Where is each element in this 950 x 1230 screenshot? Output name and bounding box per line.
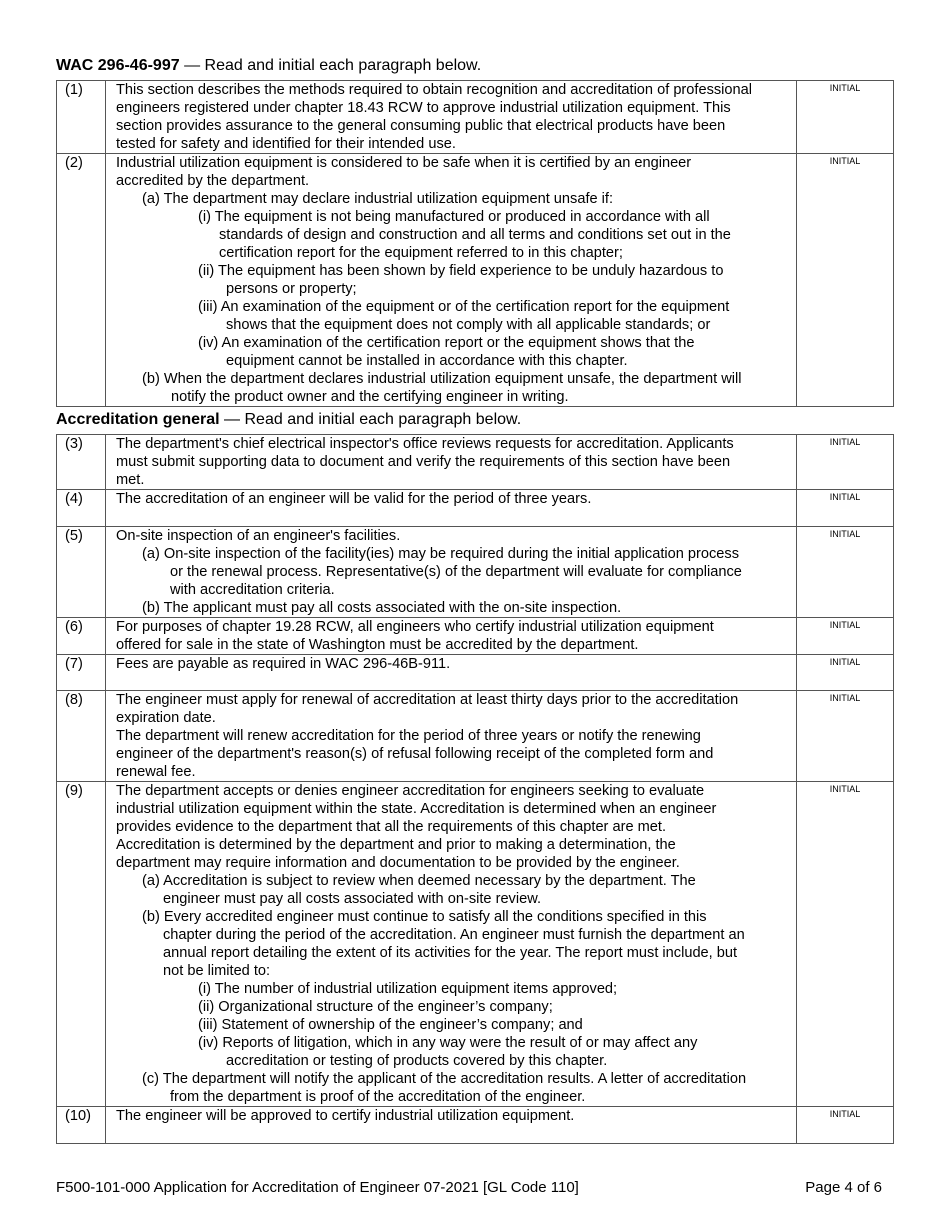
- line: provides evidence to the department that all the requirements of this chapter are met.: [116, 819, 667, 835]
- paragraph-row-9: [57, 782, 894, 1107]
- paragraph-number: (4): [57, 490, 106, 527]
- line: (a) On-site inspection of the facility(ies) may be required during the initial application process: [142, 546, 740, 562]
- line: (ii) Organizational structure of the engineer’s company;: [198, 999, 553, 1015]
- paragraph-row-6: [57, 618, 894, 655]
- paragraph-row-5: [57, 527, 894, 618]
- line: Fees are payable as required in WAC 296-46B-911.: [116, 656, 451, 672]
- line: or the renewal process. Representative(s) of the department will evaluate for compliance: [170, 564, 742, 580]
- line: engineer of the department's reason(s) of refusal following receipt of the completed form and: [116, 746, 714, 762]
- section-heading-accreditation: [56, 410, 521, 430]
- line: notify the product owner and the certifying engineer in writing.: [171, 389, 569, 405]
- line: The engineer will be approved to certify industrial utilization equipment.: [116, 1108, 575, 1124]
- paragraph-text: [106, 490, 797, 527]
- line: chapter during the period of the accreditation. An engineer must furnish the department an: [163, 927, 745, 943]
- line: (a) Accreditation is subject to review when deemed necessary by the department. The: [142, 873, 696, 889]
- line: renewal fee.: [116, 764, 196, 780]
- line: section provides assurance to the general consuming public that electrical products have been: [116, 118, 726, 134]
- line: annual report detailing the extent of its activities for the year. The report must include, but: [163, 945, 738, 961]
- initial-box[interactable]: INITIAL: [797, 435, 894, 490]
- initial-box[interactable]: INITIAL: [797, 618, 894, 655]
- line: expiration date.: [116, 710, 216, 726]
- line: On-site inspection of an engineer's facilities.: [116, 528, 401, 544]
- paragraph-row-7: [57, 655, 894, 691]
- line: must submit supporting data to document and verify the requirements of this section have been: [116, 454, 731, 470]
- line: not be limited to:: [163, 963, 271, 979]
- line: The accreditation of an engineer will be valid for the period of three years.: [116, 491, 592, 507]
- paragraph-text: [106, 154, 797, 407]
- line: The department accepts or denies engineer accreditation for engineers seeking to evaluate: [116, 783, 705, 799]
- line: Accreditation is determined by the department and prior to making a determination, the: [116, 837, 676, 853]
- line: certification report for the equipment referred to in this chapter;: [219, 245, 623, 261]
- paragraph-row-1: [57, 81, 894, 154]
- line: (iv) Reports of litigation, which in any way were the result of or may affect any: [198, 1035, 698, 1051]
- line: accredited by the department.: [116, 173, 310, 189]
- paragraph-number: (5): [57, 527, 106, 618]
- line: equipment cannot be installed in accordance with this chapter.: [226, 353, 628, 369]
- line: accreditation or testing of products covered by this chapter.: [226, 1053, 608, 1069]
- line: shows that the equipment does not comply with all applicable standards; or: [226, 317, 711, 333]
- line: industrial utilization equipment within the state. Accreditation is determined when an engineer: [116, 801, 717, 817]
- initial-box[interactable]: INITIAL: [797, 154, 894, 407]
- line: met.: [116, 472, 145, 488]
- paragraph-text: [106, 782, 797, 1107]
- section-title: Accreditation general: [56, 411, 220, 428]
- paragraph-number: (7): [57, 655, 106, 691]
- paragraph-row-2: [57, 154, 894, 407]
- line: from the department is proof of the accreditation of the engineer.: [170, 1089, 586, 1105]
- line: (c) The department will notify the applicant of the accreditation results. A letter of accreditation: [142, 1071, 747, 1087]
- line: (ii) The equipment has been shown by field experience to be unduly hazardous to: [198, 263, 724, 279]
- paragraph-text: [106, 691, 797, 782]
- line: (iii) Statement of ownership of the engineer’s company; and: [198, 1017, 583, 1033]
- paragraph-number: (1): [57, 81, 106, 154]
- initial-box[interactable]: INITIAL: [797, 490, 894, 527]
- paragraph-number: (8): [57, 691, 106, 782]
- line: The department's chief electrical inspector's office reviews requests for accreditation. Applicants: [116, 436, 734, 452]
- paragraph-number: (2): [57, 154, 106, 407]
- paragraph-row-10: [57, 1107, 894, 1144]
- line: department may require information and documentation to be provided by the engineer.: [116, 855, 680, 871]
- line: persons or property;: [226, 281, 357, 297]
- line: Industrial utilization equipment is considered to be safe when it is certified by an engineer: [116, 155, 692, 171]
- paragraph-text: [106, 81, 797, 154]
- initial-box[interactable]: INITIAL: [797, 691, 894, 782]
- initial-box[interactable]: INITIAL: [797, 1107, 894, 1144]
- paragraph-number: (6): [57, 618, 106, 655]
- paragraph-number: (9): [57, 782, 106, 1107]
- line: (i) The equipment is not being manufactured or produced in accordance with all: [198, 209, 710, 225]
- footer-page-number: Page 4 of 6: [805, 1179, 882, 1196]
- paragraph-row-3: [57, 435, 894, 490]
- paragraph-text: [106, 435, 797, 490]
- line: (iv) An examination of the certification report or the equipment shows that the: [198, 335, 695, 351]
- line: For purposes of chapter 19.28 RCW, all engineers who certify industrial utilization equipment: [116, 619, 714, 635]
- line: (iii) An examination of the equipment or of the certification report for the equipment: [198, 299, 730, 315]
- accreditation-table: [56, 434, 894, 1144]
- heading-instruction: — Read and initial each paragraph below.: [219, 411, 522, 428]
- line: standards of design and construction and all terms and conditions set out in the: [219, 227, 731, 243]
- line: offered for sale in the state of Washington must be accredited by the department.: [116, 637, 639, 653]
- wac-code: WAC 296-46-997: [56, 57, 180, 74]
- line: engineers registered under chapter 18.43 RCW to approve industrial utilization equipment. This: [116, 100, 731, 116]
- line: (b) The applicant must pay all costs associated with the on-site inspection.: [142, 600, 622, 616]
- line: (i) The number of industrial utilization equipment items approved;: [198, 981, 618, 997]
- heading-instruction: — Read and initial each paragraph below.: [179, 57, 482, 74]
- paragraph-text: [106, 527, 797, 618]
- initial-box[interactable]: INITIAL: [797, 782, 894, 1107]
- paragraph-number: (3): [57, 435, 106, 490]
- paragraph-number: (10): [57, 1107, 106, 1144]
- paragraph-row-8: [57, 691, 894, 782]
- line: with accreditation criteria.: [170, 582, 335, 598]
- line: (b) Every accredited engineer must continue to satisfy all the conditions specified in this: [142, 909, 707, 925]
- line: tested for safety and identified for their intended use.: [116, 136, 456, 152]
- paragraph-row-4: [57, 490, 894, 527]
- paragraph-text: [106, 1107, 797, 1144]
- initial-box[interactable]: INITIAL: [797, 527, 894, 618]
- initial-box[interactable]: INITIAL: [797, 81, 894, 154]
- line: This section describes the methods required to obtain recognition and accreditation of professional: [116, 82, 753, 98]
- line: The engineer must apply for renewal of accreditation at least thirty days prior to the accreditation: [116, 692, 739, 708]
- wac-table: [56, 80, 894, 407]
- line: (a) The department may declare industrial utilization equipment unsafe if:: [142, 191, 614, 207]
- line: (b) When the department declares industrial utilization equipment unsafe, the department will: [142, 371, 742, 387]
- paragraph-text: [106, 655, 797, 691]
- paragraph-text: [106, 618, 797, 655]
- section-heading-wac: [56, 56, 481, 76]
- initial-box[interactable]: INITIAL: [797, 655, 894, 691]
- footer-form-id: F500-101-000 Application for Accreditation of Engineer 07-2021 [GL Code 110]: [56, 1179, 579, 1196]
- line: engineer must pay all costs associated with on-site review.: [163, 891, 541, 907]
- line: The department will renew accreditation for the period of three years or notify the renewing: [116, 728, 701, 744]
